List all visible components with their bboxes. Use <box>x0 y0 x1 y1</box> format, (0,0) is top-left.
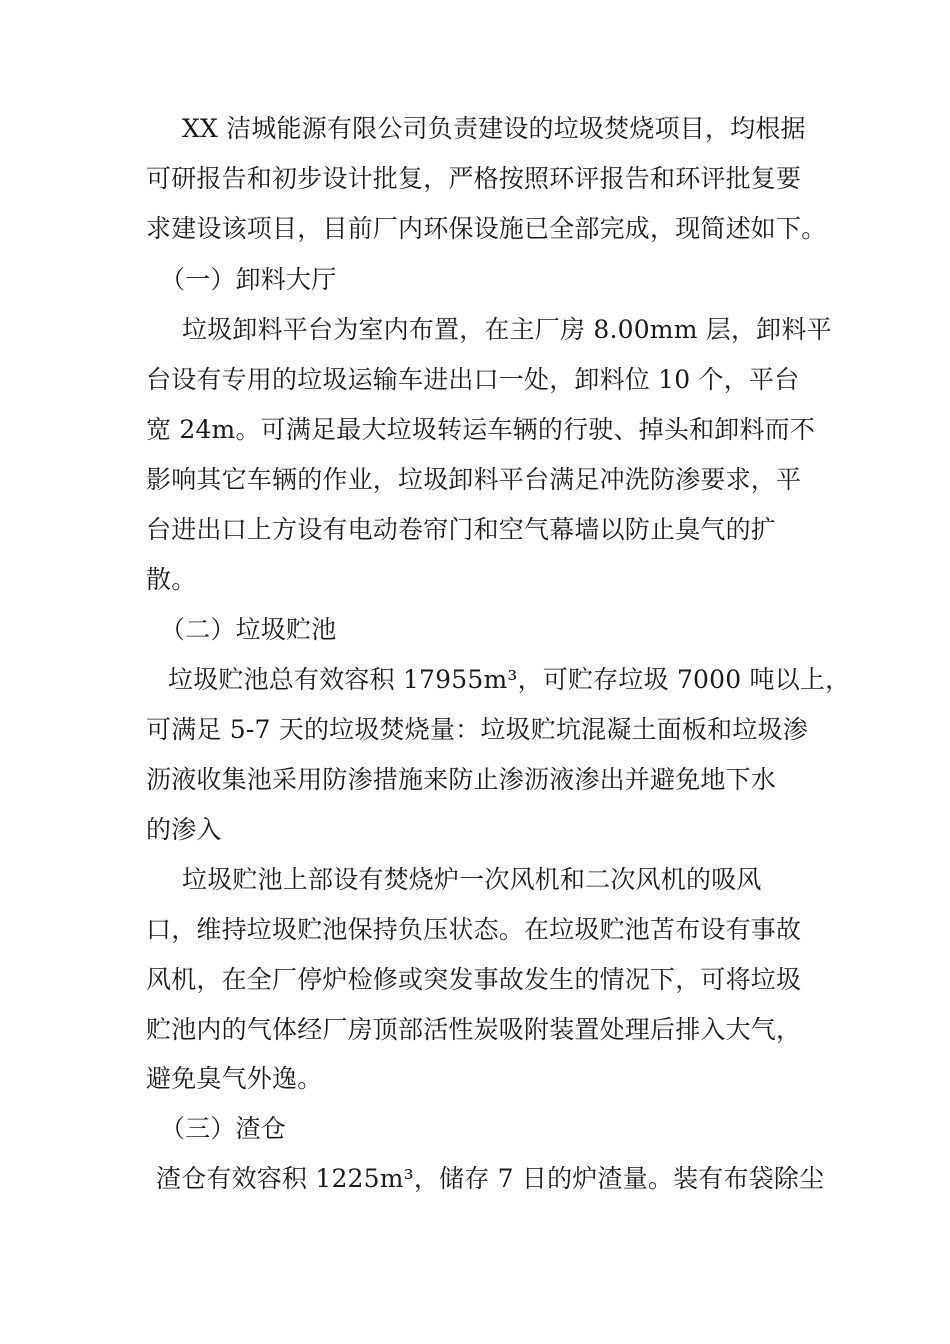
paragraph-line: 求建设该项目，目前厂内环保设施已全部完成，现简述如下。 <box>146 214 827 243</box>
paragraph-line: 台设有专用的垃圾运输车进出口一处，卸料位 10 个，平台 <box>146 365 800 394</box>
paragraph-line: 台进出口上方设有电动卷帘门和空气幕墙以防止臭气的扩 <box>146 515 777 544</box>
paragraph-line: 垃圾卸料平台为室内布置，在主厂房 8.00mm 层，卸料平 <box>182 315 832 344</box>
paragraph-line: 宽 24m。可满足最大垃圾转运车辆的行驶、掉头和卸料而不 <box>146 415 816 444</box>
paragraph-line: XX 洁城能源有限公司负责建设的垃圾焚烧项目，均根据 <box>182 114 806 143</box>
paragraph-line: 口，维持垃圾贮池保持负压状态。在垃圾贮池苫布设有事故 <box>146 915 802 944</box>
section-heading: （一）卸料大厅 <box>160 265 337 294</box>
section-heading: （三）渣仓 <box>160 1114 287 1143</box>
paragraph-line: 垃圾贮池上部设有焚烧炉一次风机和二次风机的吸风 <box>182 865 762 894</box>
paragraph-line: 风机，在全厂停炉检修或突发事故发生的情况下，可将垃圾 <box>146 965 802 994</box>
paragraph-line: 影响其它车辆的作业，垃圾卸料平台满足冲洗防渗要求，平 <box>146 465 802 494</box>
paragraph-line: 渣仓有效容积 1225m³，储存 7 日的炉渣量。装有布袋除尘 <box>156 1164 825 1193</box>
paragraph-line: 可研报告和初步设计批复，严格按照环评报告和环评批复要 <box>146 164 802 193</box>
paragraph-line: 的渗入 <box>146 815 222 844</box>
paragraph-line: 避免臭气外逸。 <box>146 1064 323 1093</box>
paragraph-line: 垃圾贮池总有效容积 17955m³，可贮存垃圾 7000 吨以上， <box>168 665 851 694</box>
paragraph-line: 可满足 5-7 天的垃圾焚烧量：垃圾贮坑混凝土面板和垃圾渗 <box>146 715 808 744</box>
section-heading: （二）垃圾贮池 <box>160 615 337 644</box>
paragraph-line: 贮池内的气体经厂房顶部活性炭吸附装置处理后排入大气， <box>146 1015 802 1044</box>
paragraph-line: 散。 <box>146 565 197 594</box>
paragraph-line: 沥液收集池采用防渗措施来防止渗沥液渗出并避免地下水 <box>146 765 777 794</box>
